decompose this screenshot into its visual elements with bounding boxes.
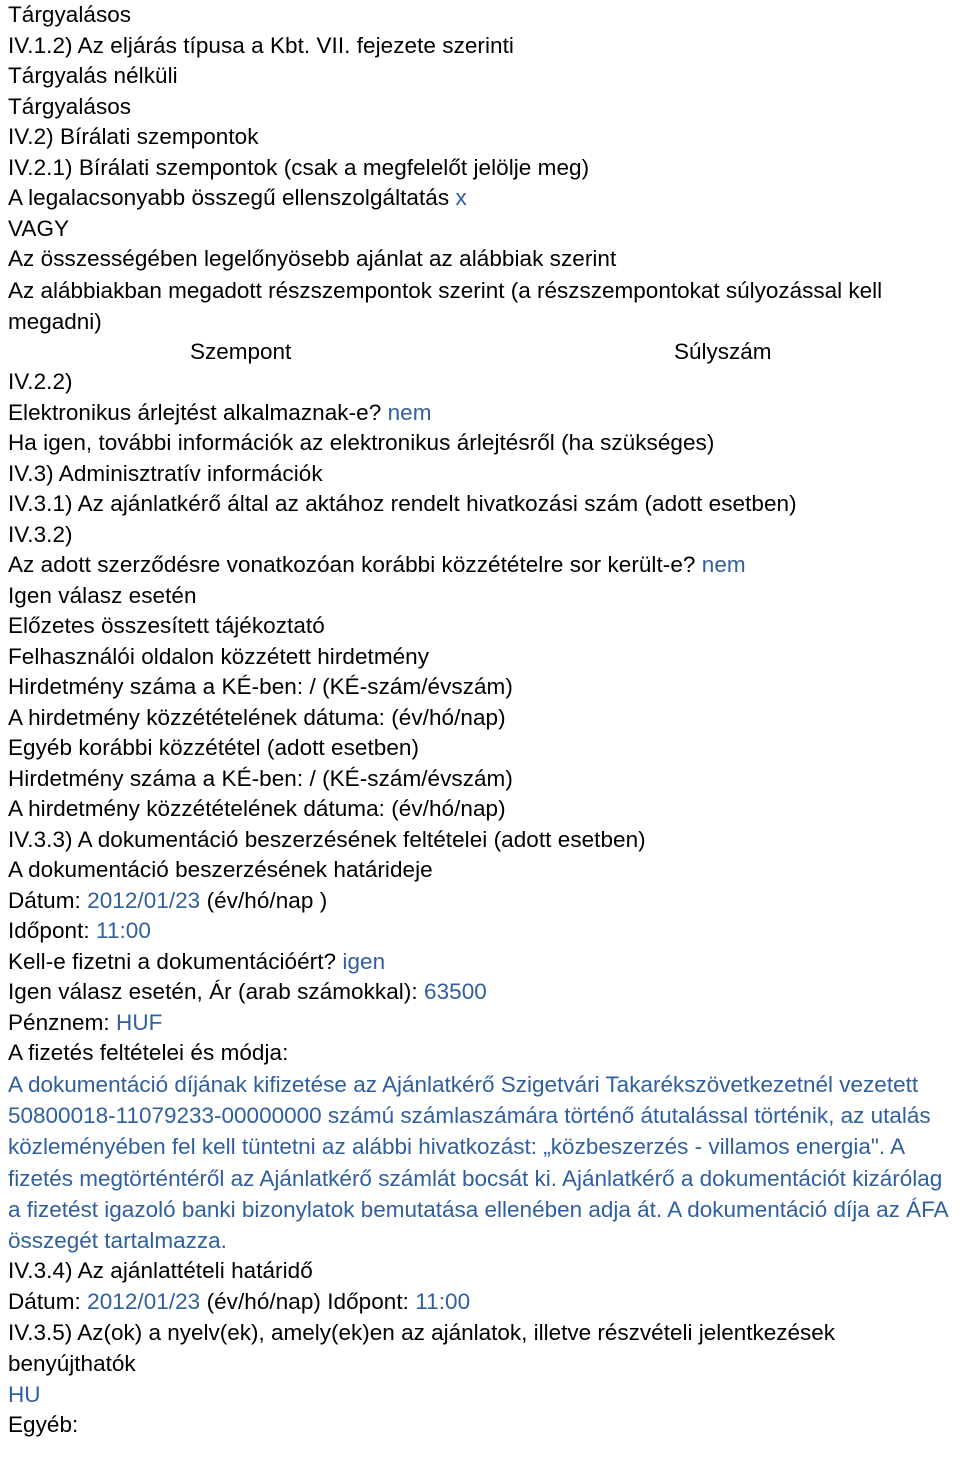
prior-publication-label: Az adott szerződésre vonatkozóan korábbi közzétételre sor került-e?: [8, 552, 696, 578]
procedure-type-selected: Tárgyalásos: [8, 2, 132, 27]
column-header-weight: Súlyszám: [674, 338, 772, 364]
documentation-date-format: (év/hó/nap ): [206, 887, 328, 913]
notice-number-2: Hirdetmény száma a KÉ-ben: / (KÉ-szám/évszám): [8, 765, 513, 791]
if-yes-label: Igen válasz esetén: [8, 582, 197, 608]
prior-publication-question: [8, 550, 960, 581]
payment-terms-text: A dokumentáció díjának kifizetése az Ajánlatkérő Szigetvári Takarékszövetkezetnél vezetett 50800018-11079233-00000000 számú számlaszámára történő átutalással történik, az utalás közleményében fel kell tüntetni az alábbi hivatkozást: „közbeszerzés - villamos energia". A fizetés megtörténtéről az Ajánlatkérő számlát bocsát ki. Ajánlatkérő a dokumentációt kizárólag a fizetést igazoló banki bizonylatok bemutatása ellenében adja át. A dokumentáció díja az ÁFA összegét tartalmazza.: [8, 1071, 948, 1253]
criteria-table-header: [8, 337, 960, 368]
sub-criteria-note: Az alábbiakban megadott részszempontok szerint (a részszempontokat súlyozással kell megadni): [8, 277, 883, 334]
tender-deadline-time-value: 11:00: [415, 1288, 471, 1314]
option-negotiated: Tárgyalásos: [8, 93, 132, 119]
tender-deadline-date-label: Dátum:: [8, 1288, 81, 1314]
notice-date-1: A hirdetmény közzétételének dátuma: (év/hó/nap): [8, 704, 506, 730]
documentation-date: [8, 886, 960, 917]
section-iv-1-2-heading: IV.1.2) Az eljárás típusa a Kbt. VII. fejezete szerinti: [8, 32, 514, 58]
documentation-date-value: 2012/01/23: [87, 887, 201, 913]
documentation-deadline-heading: A dokumentáció beszerzésének határideje: [8, 857, 433, 883]
documentation-date-label: Dátum:: [8, 887, 81, 913]
e-auction-question-label: Elektronikus árlejtést alkalmaznak-e?: [8, 399, 382, 425]
tender-deadline: [8, 1287, 960, 1318]
currency-value: HUF: [116, 1009, 163, 1035]
other-prior-publication: Egyéb korábbi közzététel (adott esetben): [8, 735, 419, 761]
criterion-most-advantageous: Az összességében legelőnyösebb ajánlat az alábbiak szerint: [8, 246, 617, 271]
or-separator: VAGY: [8, 215, 70, 241]
currency: [8, 1008, 960, 1039]
tender-deadline-time-label: (év/hó/nap) Időpont:: [206, 1288, 409, 1314]
payment-required-value: igen: [342, 948, 386, 974]
buyer-profile-notice: Felhasználói oldalon közzétett hirdetmény: [8, 643, 430, 669]
currency-label: Pénznem:: [8, 1009, 110, 1035]
criterion-lowest-price: [8, 183, 960, 214]
prior-publication-answer: nem: [701, 552, 746, 578]
price-label: Igen válasz esetén, Ár (arab számokkal):: [8, 979, 418, 1005]
payment-required-label: Kell-e fizetni a dokumentációért?: [8, 948, 337, 974]
section-iv-2-2-heading: IV.2.2): [8, 369, 73, 395]
e-auction-question: [8, 398, 960, 429]
e-auction-answer: nem: [387, 399, 432, 425]
payment-terms-heading: A fizetés feltételei és módja:: [8, 1040, 289, 1066]
criterion-lowest-price-mark: x: [455, 185, 467, 210]
documentation-time-value: 11:00: [96, 918, 151, 944]
notice-number-1: Hirdetmény száma a KÉ-ben: / (KÉ-szám/évszám): [8, 674, 513, 700]
column-header-criterion: Szempont: [190, 338, 292, 364]
section-iv-2-1-heading: IV.2.1) Bírálati szempontok (csak a megfelelőt jelölje meg): [8, 154, 590, 180]
payment-required: [8, 947, 960, 978]
notice-date-2: A hirdetmény közzétételének dátuma: (év/hó/nap): [8, 796, 506, 822]
other-languages-label: Egyéb:: [8, 1412, 79, 1438]
e-auction-further-info: Ha igen, további információk az elektronikus árlejtésről (ha szükséges): [8, 430, 715, 456]
prior-information-notice: Előzetes összesített tájékoztató: [8, 613, 325, 639]
tender-deadline-date-value: 2012/01/23: [87, 1288, 201, 1314]
documentation-time-label: Időpont:: [8, 918, 90, 944]
section-iv-3-heading: IV.3) Adminisztratív információk: [8, 460, 323, 486]
criterion-lowest-price-label: A legalacsonyabb összegű ellenszolgáltatás: [8, 185, 450, 210]
price: [8, 977, 960, 1008]
section-iv-2-heading: IV.2) Bírálati szempontok: [8, 124, 259, 149]
price-value: 63500: [424, 979, 487, 1005]
section-iv-3-1-heading: IV.3.1) Az ajánlatkérő által az aktához rendelt hivatkozási szám (adott esetben): [8, 491, 797, 517]
language-value: HU: [8, 1381, 41, 1407]
option-without-negotiation: Tárgyalás nélküli: [8, 63, 178, 88]
section-iv-3-5-heading: IV.3.5) Az(ok) a nyelv(ek), amely(ek)en az ajánlatok, illetve részvételi jelentkezések benyújthatók: [8, 1320, 836, 1377]
section-iv-3-2-heading: IV.3.2): [8, 521, 73, 547]
section-iv-3-4-heading: IV.3.4) Az ajánlattételi határidő: [8, 1258, 313, 1284]
documentation-time: [8, 916, 960, 947]
section-iv-3-3-heading: IV.3.3) A dokumentáció beszerzésének feltételei (adott esetben): [8, 826, 646, 852]
